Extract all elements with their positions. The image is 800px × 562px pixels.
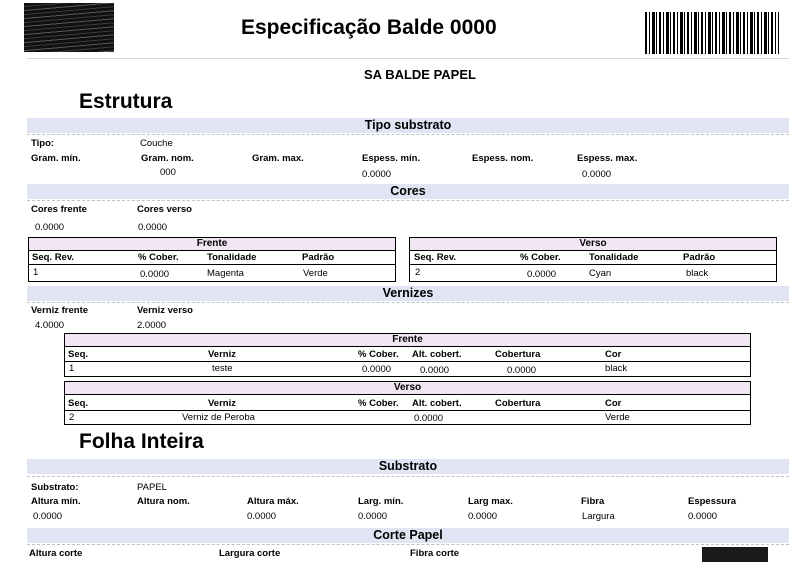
larg-min-value: 0.0000 [358, 511, 388, 522]
column-header: % Cober. [138, 252, 179, 263]
column-header: Cobertura [495, 398, 541, 409]
cores-verso-value: 0.0000 [138, 222, 168, 233]
fibra-value: Largura [582, 511, 615, 522]
cores-verso-label: Cores verso [137, 204, 192, 215]
column-header: Verniz [208, 349, 236, 360]
band-substrato: Substrato [27, 459, 789, 474]
column-header: Padrão [302, 252, 335, 263]
dashed-divider [27, 302, 789, 303]
table-cell: Verde [303, 268, 328, 279]
larg-max-label: Larg max. [468, 496, 513, 507]
column-header: Verniz [208, 398, 236, 409]
band-cores: Cores [27, 184, 789, 199]
verniz-verso-label: Verniz verso [137, 305, 193, 316]
column-header: Seq. Rev. [32, 252, 75, 263]
largura-corte-label: Largura corte [219, 548, 281, 559]
table-cell: 1 [69, 363, 75, 374]
cores-frente-value: 0.0000 [35, 222, 65, 233]
vernizes-frente-table [64, 333, 751, 377]
table-cell: 0.0000 [507, 365, 537, 376]
table-cell: 2 [415, 267, 421, 278]
table-cell: Magenta [207, 268, 244, 279]
gram-min-label: Gram. mín. [31, 153, 81, 164]
column-header: Seq. Rev. [414, 252, 457, 263]
espess-min-value: 0.0000 [362, 169, 392, 180]
verniz-frente-value: 4.0000 [35, 320, 65, 331]
row-divider [410, 264, 776, 265]
fibra-label: Fibra [581, 496, 605, 507]
table-cell: 0.0000 [362, 364, 392, 375]
gram-max-label: Gram. max. [252, 153, 304, 164]
table-cell: Verniz de Peroba [182, 412, 255, 423]
altura-min-label: Altura mín. [31, 496, 81, 507]
row-divider [65, 410, 750, 411]
table-cell: 0.0000 [414, 413, 444, 424]
row-divider [65, 361, 750, 362]
gram-nom-label: Gram. nom. [141, 153, 194, 164]
column-header: Tonalidade [589, 252, 639, 263]
cores-frente-table [28, 237, 396, 282]
tipo-label: Tipo: [31, 138, 55, 149]
vernizes-verso-table [64, 381, 751, 425]
table-cell: black [605, 363, 628, 374]
column-header: Tonalidade [207, 252, 257, 263]
cores-verso-table-title: Verso [410, 238, 776, 251]
column-header: Seq. [68, 398, 89, 409]
substrato-label: Substrato: [31, 482, 79, 493]
altura-max-value: 0.0000 [247, 511, 277, 522]
barcode [645, 12, 779, 54]
band-vernizes: Vernizes [27, 286, 789, 301]
larg-max-value: 0.0000 [468, 511, 498, 522]
altura-min-value: 0.0000 [33, 511, 63, 522]
column-header: Padrão [683, 252, 716, 263]
page-title: Especificação Balde 0000 [241, 16, 497, 39]
band-corte-papel: Corte Papel [27, 528, 789, 543]
table-cell: 1 [33, 267, 39, 278]
vernizes-verso-table-title: Verso [65, 382, 750, 395]
column-header: % Cober. [520, 252, 561, 263]
column-header: Cor [605, 349, 622, 360]
column-header: Cobertura [495, 349, 541, 360]
espessura-value: 0.0000 [688, 511, 718, 522]
espess-max-value: 0.0000 [582, 169, 612, 180]
espessura-label: Espessura [688, 496, 737, 507]
company-logo [24, 3, 114, 52]
altura-max-label: Altura máx. [247, 496, 299, 507]
column-header: Cor [605, 398, 622, 409]
band-tipo-substrato: Tipo substrato [27, 118, 789, 133]
verniz-verso-value: 2.0000 [137, 320, 167, 331]
espess-nom-label: Espess. nom. [472, 153, 534, 164]
row-divider [29, 264, 395, 265]
larg-min-label: Larg. mín. [358, 496, 404, 507]
tipo-value: Couche [140, 138, 173, 149]
fibra-corte-label: Fibra corte [410, 548, 460, 559]
verniz-frente-label: Verniz frente [31, 305, 89, 316]
column-header: Alt. cobert. [412, 349, 462, 360]
cores-frente-table-title: Frente [29, 238, 395, 251]
cores-verso-table [409, 237, 777, 282]
section-heading-folha-inteira: Folha Inteira [79, 430, 204, 453]
dashed-divider [27, 476, 789, 477]
header-rule [27, 58, 789, 59]
substrato-value: PAPEL [137, 482, 167, 493]
gram-nom-value: 000 [160, 167, 176, 178]
table-cell: 0.0000 [527, 269, 557, 280]
vernizes-frente-table-title: Frente [65, 334, 750, 347]
altura-corte-label: Altura corte [29, 548, 83, 559]
column-header: Alt. cobert. [412, 398, 462, 409]
table-cell: black [686, 268, 709, 279]
column-header: % Cober. [358, 398, 399, 409]
dashed-divider [27, 200, 789, 201]
altura-nom-label: Altura nom. [137, 496, 190, 507]
table-cell: Cyan [589, 268, 612, 279]
table-cell: 0.0000 [140, 269, 170, 280]
cores-frente-label: Cores frente [31, 204, 87, 215]
table-cell: Verde [605, 412, 630, 423]
dashed-divider [27, 134, 789, 135]
dashed-divider [27, 544, 789, 545]
espess-max-label: Espess. max. [577, 153, 638, 164]
section-heading-estrutura: Estrutura [79, 90, 173, 113]
page-subtitle: SA BALDE PAPEL [364, 67, 476, 82]
table-cell: 2 [69, 412, 75, 423]
table-cell: 0.0000 [420, 365, 450, 376]
column-header: Seq. [68, 349, 89, 360]
column-header: % Cober. [358, 349, 399, 360]
espess-min-label: Espess. mín. [362, 153, 421, 164]
table-cell: teste [212, 363, 233, 374]
redacted-stamp [702, 547, 768, 562]
